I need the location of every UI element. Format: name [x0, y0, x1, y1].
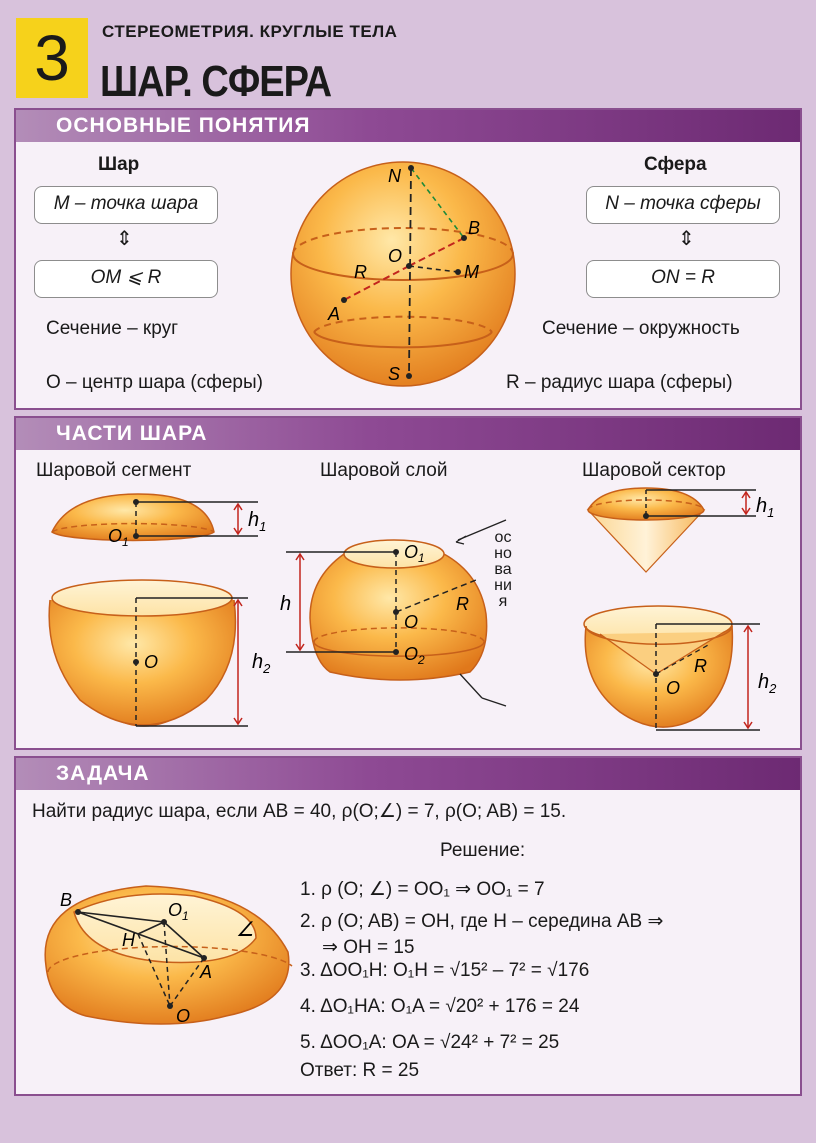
sector-title: Шаровой сектор: [582, 460, 726, 481]
label-A: A: [328, 304, 341, 324]
ball-title: Шар: [98, 154, 140, 175]
layer-o-label: O: [404, 612, 419, 632]
sphere-arrow: ⇕: [678, 228, 695, 250]
solution-step-3: 3. ΔOO₁H: O₁H = √15² – 7² = √176: [300, 960, 590, 981]
task-label-H: H: [122, 930, 135, 950]
sphere-point-box: N – точка сферы: [586, 186, 780, 224]
layer-o1-label: $O_1$: [404, 542, 425, 565]
solution-step-4: 4. ΔO₁HA: O₁A = √20² + 176 = 24: [300, 996, 580, 1017]
label-N: N: [388, 166, 401, 186]
sector-r-label: R: [694, 656, 707, 676]
task-diagram: [26, 866, 298, 1036]
layer-diagram: [280, 502, 520, 712]
task-label-alpha: ∠: [236, 919, 254, 941]
label-M: M: [464, 262, 479, 282]
task-label-B: B: [60, 890, 73, 910]
basics-heading: ОСНОВНЫЕ ПОНЯТИЯ: [16, 110, 800, 142]
page-kicker: СТЕРЕОМЕТРИЯ. КРУГЛЫЕ ТЕЛА: [102, 22, 398, 41]
segment-h1-label: $h_1$: [248, 509, 267, 534]
task-heading: ЗАДАЧА: [16, 758, 800, 790]
solution-answer: Ответ: R = 25: [300, 1060, 420, 1081]
ball-arrow: ⇕: [116, 228, 133, 250]
label-B: B: [468, 218, 481, 238]
basics-section: [14, 108, 802, 410]
sector-diagram: [560, 486, 800, 746]
label-S: S: [388, 364, 401, 384]
layer-r-label: R: [456, 594, 469, 614]
solution-step-5: 5. ΔOO₁A: OA = √24² + 7² = 25: [300, 1032, 560, 1053]
parts-heading: ЧАСТИ ШАРА: [16, 418, 800, 450]
solution-title: Решение:: [440, 840, 526, 861]
ball-center-text: O – центр шара (сферы): [46, 372, 263, 393]
layer-bases-label: основания: [494, 529, 512, 610]
sector-h2-label: $h_2$: [758, 671, 777, 696]
sphere-diagram: [278, 154, 528, 394]
sphere-section-text: Сечение – окружность: [542, 318, 740, 339]
segment-h2-label: $h_2$: [252, 651, 271, 676]
sector-o-label: O: [666, 678, 681, 698]
ball-point-box: M – точка шара: [34, 186, 218, 224]
segment-title: Шаровой сегмент: [36, 460, 192, 481]
sphere-title: Сфера: [644, 154, 707, 175]
layer-h-label: h: [280, 593, 292, 615]
task-label-A: A: [200, 962, 213, 982]
sphere-condition-box: ON = R: [586, 260, 780, 298]
layer-o2-label: $O_2$: [404, 644, 425, 667]
sphere-radius-text: R – радиус шара (сферы): [506, 372, 733, 393]
page-title: ШАР. СФЕРА: [100, 58, 332, 107]
segment-diagram: [30, 486, 280, 736]
task-section: [14, 756, 802, 1096]
segment-o1-label: $O_1$: [108, 526, 129, 549]
task-statement: Найти радиус шара, если AB = 40, ρ(O;∠) = 7, ρ(O; AB) = 15.: [32, 801, 567, 822]
segment-o-label: O: [144, 652, 159, 672]
solution-step-2: 2. ρ (O; AB) = OH, где H – середина AB ⇒: [300, 911, 664, 932]
task-label-O1: $O_1$: [168, 900, 189, 923]
page-number: 3: [16, 18, 88, 98]
ball-section-text: Сечение – круг: [46, 318, 179, 339]
ball-condition-box: OM ⩽ R: [34, 260, 218, 298]
task-label-O: O: [176, 1006, 191, 1026]
sector-h1-label: $h_1$: [756, 495, 775, 520]
parts-section: [14, 416, 802, 750]
solution-step-1: 1. ρ (O; ∠) = OO₁ ⇒ OO₁ = 7: [300, 879, 545, 900]
solution-step-2b: ⇒ OH = 15: [322, 937, 415, 958]
label-R: R: [354, 262, 367, 282]
label-O: O: [388, 246, 403, 266]
layer-title: Шаровой слой: [320, 460, 448, 481]
